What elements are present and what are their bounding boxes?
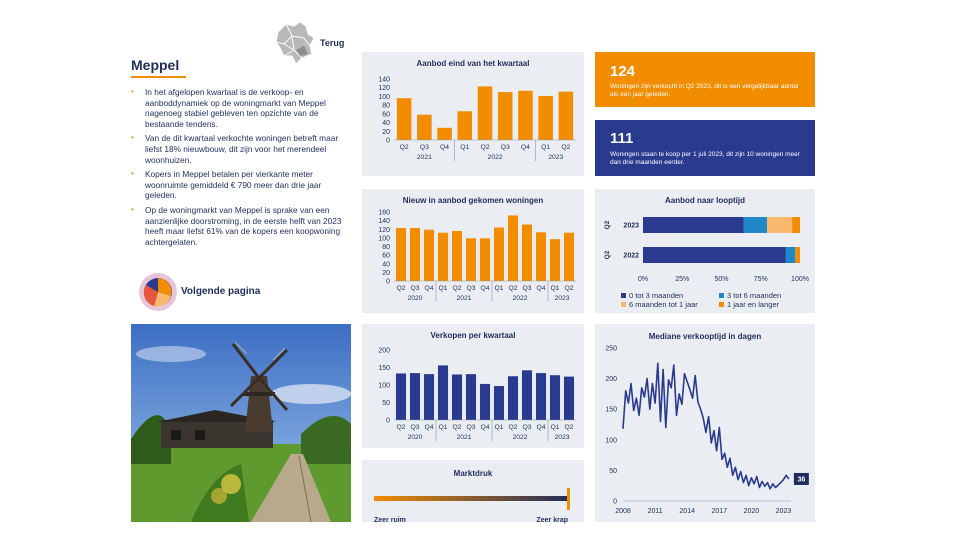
bar: [494, 228, 504, 281]
bar: [466, 374, 476, 420]
legend-swatch: [621, 293, 626, 298]
kpi-text: Woningen zijn verkocht in Q2 2023, dit is een vergelijkbaar aantal als een jaar geleden.: [610, 83, 799, 98]
x-tick-label: 2020: [743, 508, 760, 515]
year-label: 2022: [487, 154, 503, 161]
bar: [478, 86, 493, 140]
chart-verkooptijd: [595, 324, 815, 522]
x-tick-label: Q3: [522, 424, 532, 431]
bar: [417, 115, 432, 140]
y-tick-label: 0: [613, 498, 617, 506]
panel-aanbod: [362, 52, 584, 176]
x-tick-label: Q1: [438, 424, 448, 431]
y-tick-label: 100: [378, 235, 390, 243]
legend-label: 3 tot 6 maanden: [727, 291, 782, 300]
y-tick-label: 100: [605, 437, 617, 445]
back-button-label: Terug: [320, 38, 345, 48]
legend-item: [621, 291, 683, 300]
x-tick-label: Q2: [452, 285, 462, 292]
x-tick-label: Q2: [399, 144, 409, 151]
y-tick-label: 140: [378, 76, 390, 84]
x-tick-label: Q2: [396, 285, 406, 292]
x-tick-label: 75%: [753, 276, 768, 281]
x-tick-label: Q2: [452, 424, 462, 431]
stacked-bar-segment: [792, 217, 800, 233]
bar: [410, 228, 420, 281]
stacked-bar-segment: [743, 217, 767, 233]
windmill-photo: [131, 324, 351, 522]
x-tick-label: Q1: [438, 285, 448, 292]
bar: [508, 376, 518, 420]
x-tick-label: Q4: [424, 285, 434, 292]
legend-label: 0 tot 3 maanden: [629, 291, 684, 300]
bar: [438, 365, 448, 420]
x-tick-label: Q4: [424, 424, 434, 431]
y-tick-label: 100: [378, 93, 390, 101]
year-label: 2022: [512, 434, 528, 441]
kpi-value: 124: [610, 63, 636, 80]
marktdruk-right-label: Zeer krap: [536, 517, 568, 524]
year-label: 2023: [548, 154, 564, 161]
year-label: 2020: [407, 434, 423, 441]
y-tick-label: 140: [378, 218, 390, 226]
bullet-item: [131, 205, 353, 247]
legend-swatch: [719, 302, 724, 307]
x-tick-label: Q4: [536, 285, 546, 292]
x-tick-label: Q3: [466, 424, 476, 431]
x-tick-label: Q1: [460, 144, 470, 151]
kpi-te-koop: [595, 120, 815, 176]
legend-label: 6 maanden tot 1 jaar: [629, 300, 698, 309]
next-page-button[interactable]: [138, 272, 288, 312]
legend-swatch: [719, 293, 724, 298]
bar: [522, 370, 532, 420]
kpi-value: 111: [610, 130, 634, 147]
marktdruk-left-label: Zeer ruim: [374, 517, 406, 524]
bullet-marker: •: [131, 87, 134, 96]
stacked-bar-segment: [795, 247, 800, 263]
bullet-text: Kopers in Meppel betalen per vierkante meter woonruimte gemiddeld € 790 meer dan drie jaar geleden.: [145, 169, 322, 201]
kpi-text: Woningen staan te koop per 1 juli 2023, dit zijn 10 woningen meer dan drie maanden eerder.: [610, 151, 800, 166]
x-tick-label: 2008: [615, 508, 631, 515]
stacked-bar-segment: [786, 247, 795, 263]
y-tick-label: 0: [386, 137, 390, 145]
x-tick-label: Q2: [480, 144, 490, 151]
chart-title: Aanbod naar looptijd: [665, 196, 745, 205]
x-tick-label: Q1: [494, 285, 504, 292]
pie-chart-icon: [138, 272, 178, 312]
x-tick-label: 50%: [714, 276, 729, 281]
x-tick-label: Q4: [440, 144, 450, 151]
stacked-bar-segment: [643, 217, 743, 233]
y-tick-label: 60: [382, 111, 390, 119]
y-tick-label: 120: [378, 85, 390, 93]
y-tick-label: 40: [382, 261, 390, 269]
y-tick-label: 120: [378, 226, 390, 234]
bar: [480, 238, 490, 281]
year-label: 2021: [416, 154, 432, 161]
bullet-marker: •: [131, 204, 134, 214]
x-tick-label: 2017: [711, 508, 728, 515]
y-tick-label: 250: [605, 345, 617, 353]
y-category-label: 2022: [623, 252, 639, 260]
chart-title: Aanbod eind van het kwartaal: [416, 59, 530, 68]
bar: [452, 375, 462, 421]
bar: [538, 96, 553, 140]
x-tick-label: 2011: [647, 508, 663, 515]
next-page-label: Volgende pagina: [181, 286, 261, 297]
province-map-icon: [274, 20, 318, 64]
x-tick-label: Q2: [396, 424, 406, 431]
bar: [397, 98, 412, 140]
year-label: 2021: [456, 295, 472, 302]
y-tick-label: 100: [378, 382, 390, 390]
y-tick-label: 0: [386, 417, 390, 425]
y-tick-label: 80: [382, 244, 390, 251]
x-tick-label: 25%: [675, 276, 690, 281]
year-label: 2021: [456, 434, 472, 441]
x-tick-label: Q1: [541, 144, 551, 151]
title-underline: [131, 76, 186, 78]
x-tick-label: Q4: [520, 144, 530, 151]
x-tick-label: Q4: [536, 424, 546, 431]
y-tick-label: 0: [386, 278, 390, 286]
x-tick-label: 2014: [679, 508, 695, 515]
chart-nieuw: [362, 189, 584, 313]
x-tick-label: Q2: [508, 285, 518, 292]
x-tick-label: Q1: [550, 285, 560, 292]
y-group-label: Q2: [604, 220, 611, 230]
panel-nieuw: [362, 189, 584, 313]
bar: [518, 91, 533, 140]
x-tick-label: 0%: [637, 276, 649, 281]
x-tick-label: Q1: [550, 424, 560, 431]
bar: [457, 111, 472, 140]
bar: [508, 215, 518, 281]
bullet-item: [131, 169, 353, 201]
bar: [564, 377, 574, 420]
x-tick-label: Q4: [480, 424, 490, 431]
x-tick-label: Q1: [494, 424, 504, 431]
bar: [410, 373, 420, 420]
bar: [466, 238, 476, 281]
last-value-label: 36: [797, 476, 806, 484]
bar: [437, 128, 452, 140]
bullet-item: [131, 87, 353, 129]
page-title: Meppel: [131, 57, 180, 73]
y-tick-label: 20: [382, 128, 390, 136]
legend-swatch: [621, 302, 626, 307]
legend-item: [719, 300, 779, 309]
chart-title: Mediane verkooptijd in dagen: [648, 332, 762, 341]
marktdruk-marker: [567, 488, 570, 510]
x-tick-label: 100%: [791, 276, 809, 281]
y-tick-label: 150: [605, 406, 617, 414]
y-tick-label: 200: [605, 376, 617, 384]
chart-aanbod: [362, 52, 584, 176]
x-tick-label: Q3: [466, 285, 476, 292]
bar: [536, 373, 546, 420]
bar: [536, 232, 546, 281]
stacked-bar-segment: [767, 217, 792, 233]
legend-item: [621, 300, 698, 309]
bar: [522, 225, 532, 281]
x-tick-label: Q4: [480, 285, 490, 292]
marktdruk-gradient-bar: [374, 496, 570, 501]
bar: [564, 233, 574, 281]
legend-label: 1 jaar en langer: [727, 300, 780, 309]
x-tick-label: Q2: [564, 424, 574, 431]
x-tick-label: Q3: [419, 144, 429, 151]
panel-marktdruk: [362, 460, 584, 522]
year-label: 2020: [407, 295, 423, 302]
stacked-bar-segment: [643, 247, 786, 263]
legend-item: [719, 291, 781, 300]
y-tick-label: 160: [378, 209, 390, 217]
panel-verkopen: [362, 324, 584, 448]
chart-title: Marktdruk: [453, 469, 493, 478]
bar: [480, 384, 490, 420]
back-button[interactable]: [274, 20, 354, 65]
bar: [424, 374, 434, 420]
bar: [438, 233, 448, 281]
bar: [424, 230, 434, 281]
year-label: 2023: [554, 295, 570, 302]
bar: [494, 386, 504, 420]
y-tick-label: 80: [382, 102, 390, 110]
kpi-verkocht: [595, 52, 815, 107]
bar: [498, 92, 513, 140]
chart-title: Verkopen per kwartaal: [430, 331, 516, 340]
chart-loopduur: [595, 189, 815, 281]
y-tick-label: 150: [378, 365, 390, 372]
bar: [550, 239, 560, 281]
x-tick-label: Q2: [561, 144, 571, 151]
bullet-list: [131, 87, 353, 251]
bullet-marker: •: [131, 133, 134, 143]
x-tick-label: Q3: [410, 285, 420, 292]
y-category-label: 2023: [623, 222, 639, 230]
year-label: 2023: [554, 434, 570, 441]
y-tick-label: 50: [609, 467, 617, 475]
x-tick-label: 2023: [775, 508, 792, 515]
y-tick-label: 50: [382, 400, 390, 407]
bullet-marker: •: [131, 169, 134, 179]
bar: [452, 231, 462, 281]
chart-verkopen: [362, 324, 584, 448]
y-tick-label: 60: [382, 252, 390, 260]
panel-verkooptijd: [595, 324, 815, 522]
panel-loopduur: [595, 189, 815, 313]
year-label: 2022: [512, 295, 528, 302]
bullet-text: Op de woningmarkt van Meppel is sprake van een aanzienlijke doorstroming, in de eerste helft van 2023 heeft maar liefst 61% van de kopers een koopwoning achtergelaten.: [145, 204, 342, 247]
x-tick-label: Q3: [522, 285, 532, 292]
y-tick-label: 200: [378, 347, 390, 355]
bullet-item: [131, 133, 353, 165]
x-tick-label: Q2: [508, 424, 518, 431]
bar: [396, 373, 406, 420]
series-line: [623, 363, 789, 489]
x-tick-label: Q2: [564, 285, 574, 292]
bullet-text: In het afgelopen kwartaal is de verkoop- en aanboddynamiek op de woningmarkt van Meppel nagenoeg stabiel gebleven ten opzichte van de bestaande tendens.: [145, 87, 326, 129]
x-tick-label: Q3: [410, 424, 420, 431]
y-tick-label: 40: [382, 120, 390, 128]
y-tick-label: 20: [382, 269, 390, 277]
bar: [396, 228, 406, 281]
y-group-label: Q2: [604, 250, 611, 260]
bar: [559, 92, 574, 140]
chart-title: Nieuw in aanbod gekomen woningen: [402, 196, 544, 205]
bar: [550, 375, 560, 420]
x-tick-label: Q3: [500, 144, 510, 151]
bullet-text: Van de dit kwartaal verkochte woningen betreft maar liefst 18% nieuwbouw, dit zijn voor het merendeel woonhuizen.: [145, 133, 339, 165]
